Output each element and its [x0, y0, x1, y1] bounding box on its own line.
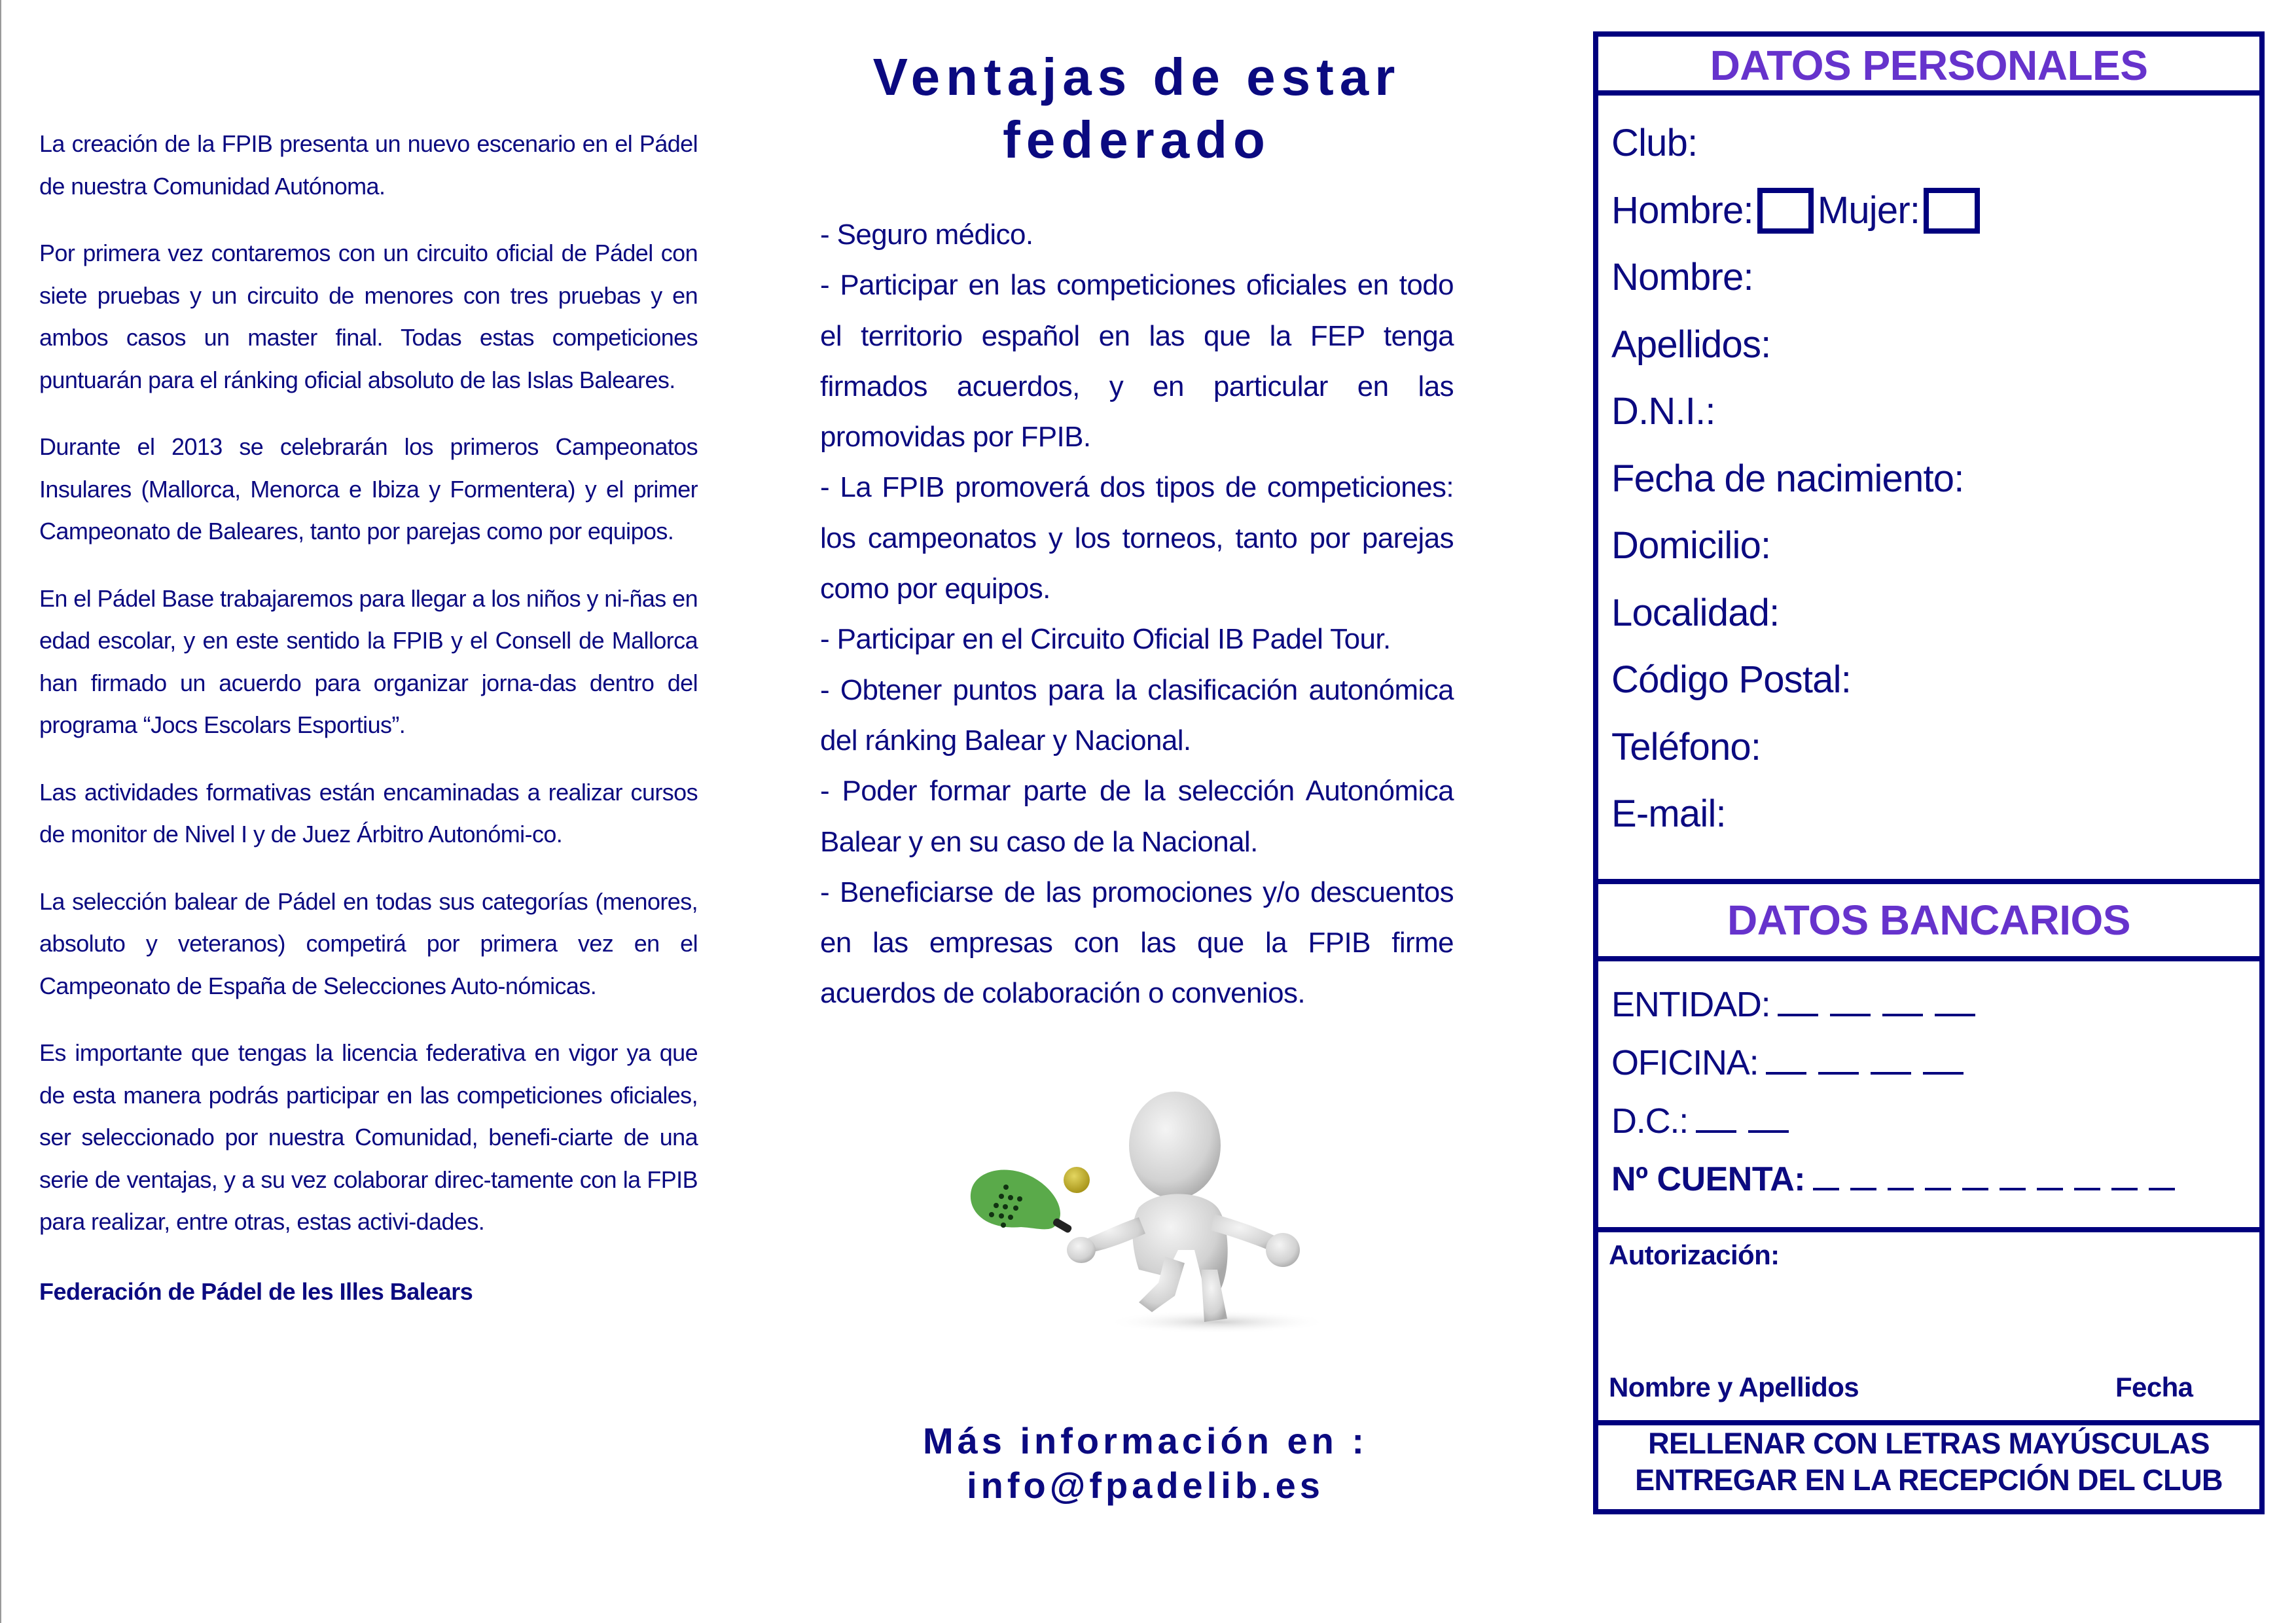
digit-blank: [1888, 1188, 1914, 1190]
intro-paragraph: Por primera vez contaremos con un circuito oficial de Pádel con siete pruebas y un circuito de menores con tres pruebas y en ambos casos un master final. Todas estas competiciones puntuarán para el ránking oficial absoluto de las Islas Baleares.: [39, 240, 698, 393]
digit-blank: [1850, 1188, 1876, 1190]
entidad-blanks[interactable]: [1778, 1014, 1975, 1016]
benefit-item: - Beneficiarse de las promociones y/o descuentos en las empresas con las que la FPIB firme acuerdos de colaboración o convenios.: [820, 876, 1454, 1010]
account-number-label: Nº CUENTA:: [1611, 1160, 1806, 1198]
player-figure: [1067, 1092, 1300, 1322]
localidad-field[interactable]: Localidad:: [1611, 591, 1780, 634]
instruction-uppercase: RELLENAR CON LETRAS MAYÚSCULAS: [1648, 1427, 2210, 1460]
intro-paragraph: Durante el 2013 se celebrarán los primeros Campeonatos Insulares (Mallorca, Menorca e Ibiza y Formentera) y el primer Campeonato de Baleares, tanto por parejas como por equipos.: [39, 433, 698, 544]
telefono-field[interactable]: Teléfono:: [1611, 725, 1761, 768]
signature-name-label: Nombre y Apellidos: [1609, 1372, 1859, 1402]
dc-field[interactable]: [1611, 1092, 2253, 1150]
intro-paragraph: En el Pádel Base trabajaremos para llegar a los niños y ni-ñas en edad escolar, y en este sentido la FPIB y el Consell de Mallorca han firmado un acuerdo para organizar jorna-das dentro del programa “Jocs Escolars Esportius”.: [39, 584, 698, 738]
personal-data-heading: DATOS PERSONALES: [1710, 42, 2148, 89]
dc-blanks[interactable]: [1696, 1130, 1789, 1133]
digit-blank: [1778, 1014, 1818, 1016]
apellidos-field[interactable]: Apellidos:: [1611, 323, 1771, 366]
birthdate-field[interactable]: Fecha de nacimiento:: [1611, 457, 1964, 500]
club-field[interactable]: Club:: [1611, 122, 1698, 164]
entidad-label: ENTIDAD:: [1611, 985, 1770, 1024]
divider: [1598, 1420, 2259, 1425]
entidad-field[interactable]: [1611, 976, 2253, 1034]
digit-blank: [1748, 1130, 1789, 1133]
divider: [1598, 956, 2259, 961]
intro-paragraph: Es importante que tengas la licencia federativa en vigor ya que de esta manera podrás participar en las competiciones oficiales, ser seleccionado por nuestra Comunidad, benefi-ciarte de una serie de ventajas, y a su vez colaborar direc-tamente con la FPIB para realizar, entre otras, estas activi-dades.: [39, 1039, 698, 1235]
digit-blank: [1923, 1072, 1964, 1075]
benefit-item: - Poder formar parte de la selección Autonómica Balear y en su caso de la Nacional.: [820, 775, 1454, 858]
membership-form: [1593, 31, 2265, 1514]
email-field[interactable]: E-mail:: [1611, 793, 1726, 835]
domicilio-field[interactable]: Domicilio:: [1611, 524, 1771, 567]
more-info: [851, 1419, 1440, 1508]
intro-paragraph: La selección balear de Pádel en todas sus categorías (menores, absoluto y veteranos) competirá por primera vez en el Campeonato de España de Selecciones Auto-nómicas.: [39, 887, 698, 999]
title-line-2: federado: [1003, 111, 1271, 169]
personal-fields: [1611, 110, 2253, 848]
digit-blank: [2149, 1188, 2175, 1190]
digit-blank: [2074, 1188, 2100, 1190]
title-line-1: Ventajas de estar: [872, 48, 1401, 106]
bank-data-heading: DATOS BANCARIOS: [1727, 897, 2130, 944]
benefit-item: - Seguro médico.: [820, 219, 1033, 251]
benefit-item: - Participar en las competiciones oficiales en todo el territorio español en las que la FEP tenga firmados acuerdos, y en particular en las promovidas por FPIB.: [820, 269, 1454, 454]
dc-label: D.C.:: [1611, 1101, 1689, 1141]
padel-player-illustration: [942, 1054, 1368, 1335]
oficina-label: OFICINA:: [1611, 1043, 1759, 1082]
digit-blank: [1882, 1014, 1923, 1016]
benefits-column: [820, 46, 1454, 1019]
intro-paragraph: La creación de la FPIB presenta un nuevo escenario en el Pádel de nuestra Comunidad Autónoma.: [39, 130, 698, 200]
digit-blank: [2111, 1188, 2138, 1190]
gender-row: [1611, 177, 2253, 245]
benefit-item: - Obtener puntos para la clasificación autonómica del ránking Balear y Nacional.: [820, 673, 1454, 757]
account-number-blanks[interactable]: [1813, 1188, 2175, 1190]
digit-blank: [1818, 1072, 1859, 1075]
digit-blank: [1830, 1014, 1871, 1016]
digit-blank: [1925, 1188, 1951, 1190]
digit-blank: [1871, 1072, 1911, 1075]
benefit-item: - La FPIB promoverá dos tipos de competiciones: los campeonatos y los torneos, tanto por parejas como por equipos.: [820, 471, 1454, 605]
digit-blank: [1813, 1188, 1839, 1190]
benefit-item: - Participar en el Circuito Oficial IB Padel Tour.: [820, 623, 1391, 656]
mujer-checkbox[interactable]: [1924, 188, 1980, 234]
oficina-blanks[interactable]: [1766, 1072, 1964, 1075]
intro-paragraph: Las actividades formativas están encaminadas a realizar cursos de monitor de Nivel I y de Juez Árbitro Autonómi-co.: [39, 778, 698, 847]
divider: [1598, 90, 2259, 96]
hombre-label: Hombre:: [1611, 188, 1753, 232]
hombre-checkbox[interactable]: [1757, 188, 1814, 234]
benefits-list: [820, 209, 1454, 1019]
nombre-field[interactable]: Nombre:: [1611, 256, 1753, 298]
digit-blank: [2037, 1188, 2063, 1190]
divider: [1598, 879, 2259, 884]
paddle-icon: [971, 1170, 1073, 1234]
divider: [1598, 1227, 2259, 1232]
dni-field[interactable]: D.N.I.:: [1611, 390, 1715, 433]
benefits-title: [820, 46, 1454, 171]
federation-signature: Federación de Pádel de les Illes Balears: [39, 1277, 473, 1305]
more-info-label: Más información en :: [922, 1420, 1369, 1461]
signature-date-label: Fecha: [2115, 1372, 2193, 1402]
authorization-label: Autorización:: [1609, 1240, 1780, 1270]
intro-column: [39, 123, 698, 1338]
postal-code-field[interactable]: Código Postal:: [1611, 658, 1852, 701]
instruction-deliver: ENTREGAR EN LA RECEPCIÓN DEL CLUB: [1635, 1463, 2223, 1497]
oficina-field[interactable]: [1611, 1034, 2253, 1092]
bank-fields: [1611, 976, 2253, 1209]
digit-blank: [1962, 1188, 1988, 1190]
mujer-label: Mujer:: [1817, 188, 1920, 232]
digit-blank: [2000, 1188, 2026, 1190]
digit-blank: [1696, 1130, 1736, 1133]
account-number-field[interactable]: [1611, 1150, 2253, 1209]
page-edge: [0, 0, 1, 1623]
contact-email[interactable]: info@fpadelib.es: [967, 1465, 1324, 1506]
ball-icon: [1064, 1167, 1090, 1193]
digit-blank: [1766, 1072, 1806, 1075]
digit-blank: [1935, 1014, 1975, 1016]
form-instructions: [1598, 1425, 2259, 1499]
